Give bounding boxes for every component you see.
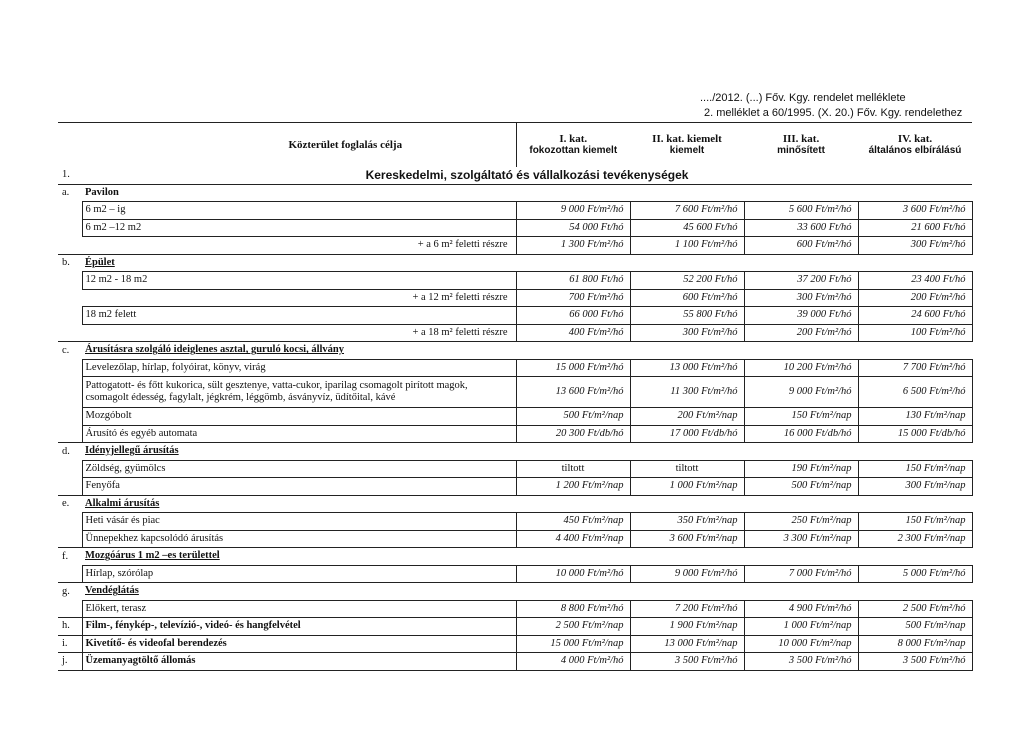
row-label: Árusító és egyéb automata xyxy=(82,425,516,443)
fee-cat3 xyxy=(744,513,858,531)
row-code: b. xyxy=(58,254,82,272)
fee-cat1 xyxy=(516,219,630,237)
fee-cat3 xyxy=(744,359,858,377)
table-row xyxy=(58,237,972,255)
table-row xyxy=(58,289,972,307)
row-label: + a 6 m² feletti részre xyxy=(82,237,516,255)
row-label: Zöldség, gyümölcs xyxy=(82,460,516,478)
fee-cat3 xyxy=(744,289,858,307)
column-header-row xyxy=(58,123,972,168)
row-code xyxy=(58,460,82,478)
fee-value: 2 500 Ft/m²/nap xyxy=(555,620,624,632)
fee-value: 15 000 Ft/db/hó xyxy=(897,427,966,439)
table-row xyxy=(58,359,972,377)
row-code xyxy=(58,324,82,342)
row-code: a. xyxy=(58,184,82,202)
row-label: Üzemanyagtöltő állomás xyxy=(82,653,516,671)
fee-cat1 xyxy=(516,237,630,255)
row-code: h. xyxy=(58,618,82,636)
subsection-title xyxy=(82,443,972,461)
fee-cat2 xyxy=(630,219,744,237)
fee-cat4 xyxy=(858,272,972,290)
row-code xyxy=(58,513,82,531)
fee-value: 20 300 Ft/db/hó xyxy=(555,427,624,439)
table-row xyxy=(58,653,972,671)
fee-cat3 xyxy=(744,653,858,671)
fee-cat3 xyxy=(744,237,858,255)
fee-value: 1 000 Ft/m²/nap xyxy=(783,620,852,632)
fee-cat1 xyxy=(516,202,630,220)
fee-cat3 xyxy=(744,460,858,478)
fee-cat4 xyxy=(858,307,972,325)
fee-value: 600 Ft/m²/hó xyxy=(796,239,852,251)
fee-cat3 xyxy=(744,600,858,618)
row-label: Pattogatott- és főtt kukorica, sült gesztenye, vatta-cukor, iparilag csomagolt pirított magok, csomagolt édesség, fagylalt, jégkrém, léggömb, ásványvíz, üdítőital, kávé xyxy=(82,377,516,408)
fee-cat1 xyxy=(516,653,630,671)
row-label: + a 18 m² feletti részre xyxy=(82,324,516,342)
fee-value: 11 300 Ft/m²/hó xyxy=(670,386,738,397)
fee-cat1 xyxy=(516,600,630,618)
fee-cat4 xyxy=(858,219,972,237)
fee-cat4 xyxy=(858,653,972,671)
row-label: Heti vásár és piac xyxy=(82,513,516,531)
cat1-header: I. kat. xyxy=(559,133,588,145)
fee-value: 13 000 Ft/m²/hó xyxy=(669,361,738,373)
fee-value: 55 800 Ft/hó xyxy=(683,309,738,321)
header-line-1: ..../2012. (...) Főv. Kgy. rendelet melléklete xyxy=(700,92,906,104)
fee-cat2 xyxy=(630,408,744,426)
table-row xyxy=(58,219,972,237)
fee-value: 300 Ft/m²/hó xyxy=(910,239,966,251)
fee-value: 3 600 Ft/m²/hó xyxy=(902,204,966,216)
table-row xyxy=(58,425,972,443)
fee-cat3 xyxy=(744,324,858,342)
fee-cat1 xyxy=(516,513,630,531)
section-number: 1. xyxy=(58,167,82,184)
row-code xyxy=(58,202,82,220)
table-row xyxy=(58,530,972,548)
fee-cat2 xyxy=(630,513,744,531)
row-code: d. xyxy=(58,443,82,461)
subsection-row xyxy=(58,342,972,360)
fee-cat2 xyxy=(630,359,744,377)
fee-value: 1 300 Ft/m²/hó xyxy=(560,239,624,251)
fee-value: 150 Ft/m²/nap xyxy=(791,410,852,422)
cat4-header: IV. kat. xyxy=(897,133,933,145)
fee-cat2 xyxy=(630,289,744,307)
row-label: 18 m2 felett xyxy=(82,307,516,325)
subsection-row xyxy=(58,548,972,566)
subsection-title xyxy=(82,184,972,202)
fee-cat1 xyxy=(516,289,630,307)
subsection-label: Vendéglátás xyxy=(85,585,139,597)
fee-value: 500 Ft/m²/nap xyxy=(563,410,624,422)
subsection-label: Alkalmi árusítás xyxy=(85,497,160,509)
row-code xyxy=(58,272,82,290)
fee-value: 33 600 Ft/hó xyxy=(797,221,852,233)
fee-value: 23 400 Ft/hó xyxy=(911,274,966,286)
fee-cat2 xyxy=(630,324,744,342)
fee-value: 2 500 Ft/m²/hó xyxy=(902,602,966,614)
fee-value: 190 Ft/m²/nap xyxy=(791,462,852,474)
fee-cat1 xyxy=(516,408,630,426)
fee-cat4 xyxy=(858,324,972,342)
fee-value: 2 300 Ft/m²/nap xyxy=(897,532,966,544)
row-label: Film-, fénykép-, televízió-, videó- és hangfelvétel xyxy=(82,618,516,636)
fee-cat3 xyxy=(744,565,858,583)
fee-value: 200 Ft/m²/hó xyxy=(796,326,852,338)
row-code xyxy=(58,237,82,255)
row-label: Előkert, terasz xyxy=(82,600,516,618)
fee-value: 250 Ft/m²/nap xyxy=(791,515,852,527)
fee-cat2 xyxy=(630,377,744,408)
fee-cat4 xyxy=(858,600,972,618)
fee-cat2 xyxy=(630,530,744,548)
row-label: Fenyőfa xyxy=(82,478,516,496)
fee-cat2 xyxy=(630,307,744,325)
subsection-label: Idényjellegű árusítás xyxy=(85,445,179,457)
fee-value: 300 Ft/m²/nap xyxy=(905,480,966,492)
row-code xyxy=(58,600,82,618)
fee-cat4 xyxy=(858,377,972,408)
row-code: c. xyxy=(58,342,82,360)
fee-value: 15 000 Ft/m²/hó xyxy=(555,361,624,373)
fee-cat3 xyxy=(744,219,858,237)
section-1-row xyxy=(58,167,972,184)
fee-value: 16 000 Ft/db/hó xyxy=(783,427,852,439)
fee-cat2 xyxy=(630,202,744,220)
fee-value: 37 200 Ft/hó xyxy=(797,274,852,286)
fee-value: 10 000 Ft/m²/nap xyxy=(778,637,852,649)
fee-value: 52 200 Ft/hó xyxy=(683,274,738,286)
subsection-row xyxy=(58,184,972,202)
fee-cat1 xyxy=(516,307,630,325)
row-code xyxy=(58,359,82,377)
fee-value: tiltott xyxy=(675,462,699,474)
fee-cat4 xyxy=(858,359,972,377)
fee-cat3 xyxy=(744,272,858,290)
fee-value: 7 700 Ft/m²/hó xyxy=(902,361,966,373)
row-code: e. xyxy=(58,495,82,513)
fee-value: 200 Ft/m²/hó xyxy=(910,291,966,303)
subsection-row xyxy=(58,495,972,513)
row-code xyxy=(58,565,82,583)
fee-value: 10 000 Ft/m²/hó xyxy=(555,567,624,579)
fee-cat1 xyxy=(516,618,630,636)
fee-value: 300 Ft/m²/hó xyxy=(682,326,738,338)
fee-cat2 xyxy=(630,565,744,583)
fee-value: 1 200 Ft/m²/nap xyxy=(555,480,624,492)
fee-value: 13 000 Ft/m²/nap xyxy=(664,637,738,649)
table-row xyxy=(58,202,972,220)
fee-cat2 xyxy=(630,618,744,636)
fee-value: 45 600 Ft/hó xyxy=(683,221,738,233)
fee-value: 3 500 Ft/m²/hó xyxy=(902,655,966,667)
row-code: f. xyxy=(58,548,82,566)
fee-cat3 xyxy=(744,530,858,548)
fee-cat3 xyxy=(744,307,858,325)
fee-value: 17 000 Ft/db/hó xyxy=(669,427,738,439)
fee-value: 3 300 Ft/m²/nap xyxy=(783,532,852,544)
fee-value: 5 600 Ft/m²/hó xyxy=(788,204,852,216)
subsection-label: Árusításra szolgáló ideiglenes asztal, guruló kocsi, állvány xyxy=(85,344,345,356)
fee-cat3 xyxy=(744,425,858,443)
row-label: 12 m2 - 18 m2 xyxy=(82,272,516,290)
table-row xyxy=(58,272,972,290)
fee-cat3 xyxy=(744,377,858,408)
fee-value: 400 Ft/m²/hó xyxy=(568,326,624,338)
fee-value: 3 500 Ft/m²/hó xyxy=(674,655,738,667)
fee-value: 7 200 Ft/m²/hó xyxy=(674,602,738,614)
fee-value: 24 600 Ft/hó xyxy=(911,309,966,321)
table-row xyxy=(58,377,972,408)
fee-value: 4 900 Ft/m²/hó xyxy=(788,602,852,614)
fee-cat3 xyxy=(744,618,858,636)
fee-cat2 xyxy=(630,460,744,478)
row-label: Hírlap, szórólap xyxy=(82,565,516,583)
row-label: Ünnepekhez kapcsolódó árusítás xyxy=(82,530,516,548)
fee-cat2 xyxy=(630,425,744,443)
fee-cat3 xyxy=(744,635,858,653)
subsection-title xyxy=(82,254,972,272)
table-row xyxy=(58,565,972,583)
fee-value: 700 Ft/m²/hó xyxy=(568,291,624,303)
fee-cat4 xyxy=(858,478,972,496)
fee-value: 100 Ft/m²/hó xyxy=(910,326,966,338)
table-row xyxy=(58,600,972,618)
fee-cat2 xyxy=(630,600,744,618)
fee-cat3 xyxy=(744,478,858,496)
fee-value: 150 Ft/m²/nap xyxy=(905,462,966,474)
fee-value: 7 600 Ft/m²/hó xyxy=(674,204,738,216)
fee-cat1 xyxy=(516,635,630,653)
cat2-header: II. kat. kiemelt xyxy=(652,133,722,145)
fee-value: 66 000 Ft/hó xyxy=(569,309,624,321)
fee-cat1 xyxy=(516,565,630,583)
table-row xyxy=(58,513,972,531)
cat3-header: III. kat. xyxy=(782,133,820,145)
subsection-title xyxy=(82,495,972,513)
fee-value: 200 Ft/m²/nap xyxy=(677,410,738,422)
fee-cat1 xyxy=(516,272,630,290)
section-title: Kereskedelmi, szolgáltató és vállalkozási tevékenységek xyxy=(82,167,972,184)
fee-cat4 xyxy=(858,237,972,255)
fee-value: 4 400 Ft/m²/nap xyxy=(555,532,624,544)
fee-value: 9 000 Ft/m²/hó xyxy=(788,386,852,397)
fee-value: 450 Ft/m²/nap xyxy=(563,515,624,527)
subsection-label: Épület xyxy=(85,256,115,268)
fee-cat4 xyxy=(858,635,972,653)
fee-value: 39 000 Ft/hó xyxy=(797,309,852,321)
fee-cat2 xyxy=(630,635,744,653)
fee-cat2 xyxy=(630,272,744,290)
fee-cat4 xyxy=(858,618,972,636)
row-code: j. xyxy=(58,653,82,671)
row-label: Mozgóbolt xyxy=(82,408,516,426)
fee-value: 600 Ft/m²/hó xyxy=(682,291,738,303)
fee-value: 21 600 Ft/hó xyxy=(911,221,966,233)
subsection-title xyxy=(82,548,972,566)
row-code xyxy=(58,530,82,548)
fee-value: 3 500 Ft/m²/hó xyxy=(788,655,852,667)
fee-value: 500 Ft/m²/nap xyxy=(791,480,852,492)
fee-cat1 xyxy=(516,324,630,342)
fee-value: 1 100 Ft/m²/hó xyxy=(674,239,738,251)
fee-cat1 xyxy=(516,377,630,408)
fee-value: 5 000 Ft/m²/hó xyxy=(902,567,966,579)
subsection-label: Mozgóárus 1 m2 –es területtel xyxy=(85,550,220,562)
fee-value: 1 000 Ft/m²/nap xyxy=(669,480,738,492)
fee-table xyxy=(58,122,973,671)
table-row xyxy=(58,408,972,426)
subsection-title xyxy=(82,342,972,360)
subsection-row xyxy=(58,254,972,272)
row-code xyxy=(58,219,82,237)
fee-cat1 xyxy=(516,460,630,478)
fee-cat2 xyxy=(630,237,744,255)
fee-value: 4 000 Ft/m²/hó xyxy=(560,655,624,667)
fee-value: 13 600 Ft/m²/hó xyxy=(555,386,624,397)
fee-cat1 xyxy=(516,425,630,443)
fee-value: 54 000 Ft/hó xyxy=(569,221,624,233)
row-code xyxy=(58,307,82,325)
table-row xyxy=(58,635,972,653)
row-label: 6 m2 – ig xyxy=(82,202,516,220)
fee-cat2 xyxy=(630,478,744,496)
fee-cat4 xyxy=(858,408,972,426)
fee-value: 15 000 Ft/m²/nap xyxy=(550,637,624,649)
fee-cat4 xyxy=(858,530,972,548)
fee-value: 500 Ft/m²/nap xyxy=(905,620,966,632)
fee-value: 8 800 Ft/m²/hó xyxy=(560,602,624,614)
table-row xyxy=(58,618,972,636)
subsection-label: Pavilon xyxy=(85,186,119,198)
fee-cat4 xyxy=(858,289,972,307)
fee-cat4 xyxy=(858,565,972,583)
table-row xyxy=(58,478,972,496)
fee-value: 9 000 Ft/m²/hó xyxy=(674,567,738,579)
cat4-sub: általános elbírálású xyxy=(868,145,962,156)
header-line-2: 2. melléklet a 60/1995. (X. 20.) Főv. Kgy. rendelethez xyxy=(704,107,963,119)
cat2-sub: kiemelt xyxy=(669,145,705,156)
fee-cat4 xyxy=(858,202,972,220)
fee-value: 130 Ft/m²/nap xyxy=(905,410,966,422)
row-code: g. xyxy=(58,583,82,601)
cat3-sub: minősített xyxy=(777,145,825,156)
fee-cat4 xyxy=(858,460,972,478)
fee-value: 7 000 Ft/m²/hó xyxy=(788,567,852,579)
purpose-header: Közterület foglalás célja xyxy=(288,138,403,151)
row-label: 6 m2 –12 m2 xyxy=(82,219,516,237)
table-row xyxy=(58,324,972,342)
fee-cat4 xyxy=(858,513,972,531)
fee-value: 6 500 Ft/m²/hó xyxy=(902,386,966,397)
fee-cat1 xyxy=(516,478,630,496)
subsection-row xyxy=(58,583,972,601)
table-row xyxy=(58,307,972,325)
fee-value: 8 000 Ft/m²/nap xyxy=(897,637,966,649)
table-row xyxy=(58,460,972,478)
row-code: i. xyxy=(58,635,82,653)
fee-value: 61 800 Ft/hó xyxy=(569,274,624,286)
row-label: Kivetítő- és videofal berendezés xyxy=(82,635,516,653)
row-label: Levelezőlap, hírlap, folyóirat, könyv, virág xyxy=(82,359,516,377)
row-code xyxy=(58,289,82,307)
fee-value: 1 900 Ft/m²/nap xyxy=(669,620,738,632)
cat1-sub: fokozottan kiemelt xyxy=(529,145,618,156)
subsection-title xyxy=(82,583,972,601)
row-code xyxy=(58,478,82,496)
row-code xyxy=(58,408,82,426)
fee-cat1 xyxy=(516,530,630,548)
subsection-row xyxy=(58,443,972,461)
fee-value: 9 000 Ft/m²/hó xyxy=(560,204,624,216)
fee-cat3 xyxy=(744,202,858,220)
fee-value: 3 600 Ft/m²/nap xyxy=(669,532,738,544)
row-label: + a 12 m² feletti részre xyxy=(82,289,516,307)
fee-cat3 xyxy=(744,408,858,426)
fee-value: 10 200 Ft/m²/hó xyxy=(783,361,852,373)
row-code xyxy=(58,425,82,443)
fee-cat4 xyxy=(858,425,972,443)
fee-value: 300 Ft/m²/hó xyxy=(796,291,852,303)
fee-cat1 xyxy=(516,359,630,377)
row-code xyxy=(58,377,82,408)
fee-value: 150 Ft/m²/nap xyxy=(905,515,966,527)
fee-value: tiltott xyxy=(561,462,585,474)
fee-value: 350 Ft/m²/nap xyxy=(677,515,738,527)
fee-cat2 xyxy=(630,653,744,671)
